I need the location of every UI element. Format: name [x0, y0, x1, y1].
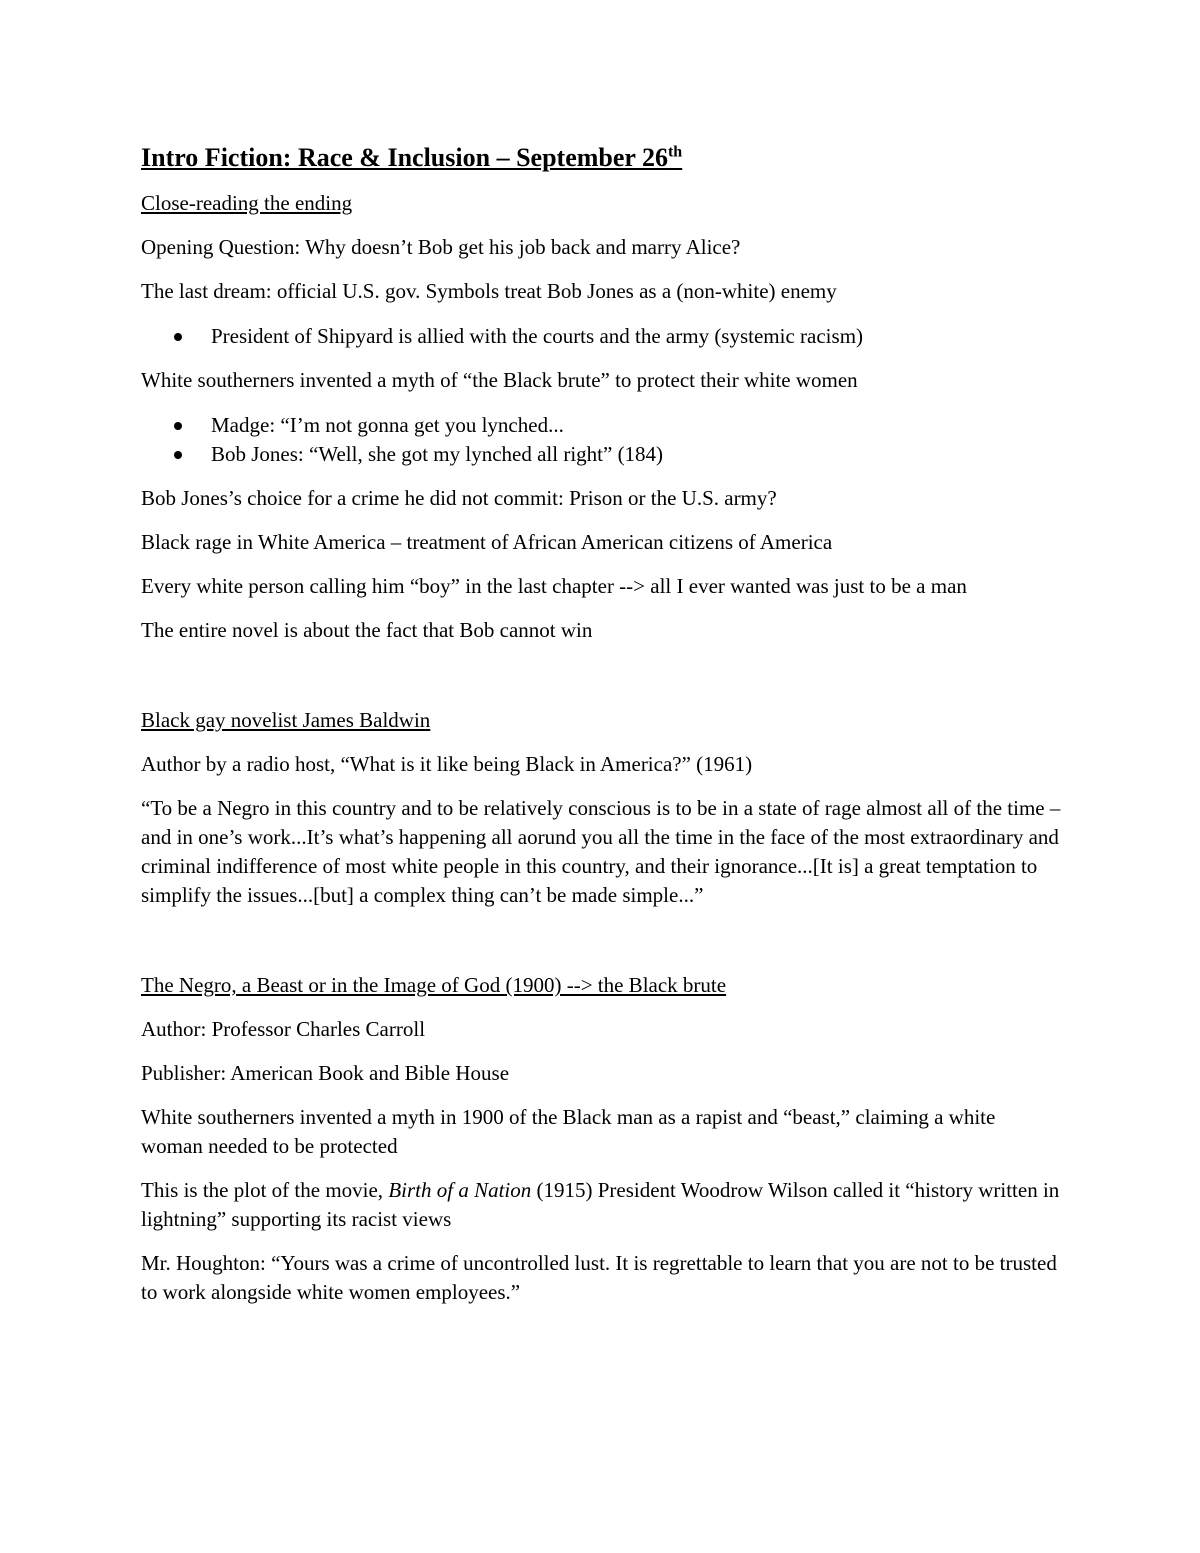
- paragraph-houghton-quote: Mr. Houghton: “Yours was a crime of uncontrolled lust. It is regrettable to learn that you are not to be trusted to work alongside white women employees.”: [141, 1251, 1057, 1304]
- list-item-text: President of Shipyard is allied with the courts and the army (systemic racism): [211, 324, 864, 348]
- paragraph-opening-question: Opening Question: Why doesn’t Bob get his job back and marry Alice?: [141, 235, 741, 259]
- paragraph-choice: Bob Jones’s choice for a crime he did not commit: Prison or the U.S. army?: [141, 486, 777, 510]
- paragraph-cannot-win: The entire novel is about the fact that Bob cannot win: [141, 618, 593, 642]
- list-item-text: Bob Jones: “Well, she got my lynched all right” (184): [211, 442, 664, 466]
- text-span: This is the plot of the movie,: [141, 1178, 389, 1202]
- text-span: (1915) President Woodrow Wilson called it “history written in lightning” supporting its racist views: [141, 1178, 1060, 1231]
- section-heading-baldwin: Black gay novelist James Baldwin: [141, 708, 431, 732]
- title-superscript: th: [667, 143, 683, 161]
- bullet-icon: [174, 422, 182, 430]
- title-text: Intro Fiction: Race & Inclusion – September 26: [141, 143, 668, 172]
- list-item: [211, 322, 1061, 351]
- bullet-list-shipyard: [141, 322, 1061, 351]
- paragraph-publisher: Publisher: American Book and Bible House: [141, 1061, 510, 1085]
- paragraph-myth-1900: White southerners invented a myth in 1900 of the Black man as a rapist and “beast,” claiming a white woman needed to be protected: [141, 1105, 996, 1158]
- paragraph-boy: Every white person calling him “boy” in the last chapter --> all I ever wanted was just to be a man: [141, 574, 967, 598]
- document-title: [141, 138, 1061, 178]
- section-heading-negro-beast: The Negro, a Beast or in the Image of God (1900) --> the Black brute: [141, 973, 727, 997]
- bullet-icon: [174, 333, 182, 341]
- movie-title: Birth of a Nation: [388, 1178, 532, 1202]
- spacer: [141, 925, 1061, 971]
- paragraph-baldwin-quote: “To be a Negro in this country and to be relatively conscious is to be in a state of rage almost all of the time – and in one’s work...It’s what’s happening all aorund you all the time in the face of the most extraordinary and criminal indifference of most white people in this country, and their ignorance...[It is] a great temptation to simplify the issues...[but] a complex thing can’t be made simple...”: [141, 796, 1061, 907]
- paragraph-last-dream: The last dream: official U.S. gov. Symbols treat Bob Jones as a (non-white) enemy: [141, 279, 837, 303]
- list-item: [211, 440, 1061, 469]
- paragraph-author-carroll: Author: Professor Charles Carroll: [141, 1017, 426, 1041]
- spacer: [141, 660, 1061, 706]
- section-heading-close-reading: Close-reading the ending: [141, 191, 353, 215]
- paragraph-black-brute-myth: White southerners invented a myth of “the Black brute” to protect their white women: [141, 368, 858, 392]
- paragraph-radio-host: Author by a radio host, “What is it like being Black in America?” (1961): [141, 752, 753, 776]
- list-item: [211, 411, 1061, 440]
- list-item-text: Madge: “I’m not gonna get you lynched...: [211, 413, 564, 437]
- paragraph-black-rage: Black rage in White America – treatment of African American citizens of America: [141, 530, 833, 554]
- bullet-icon: [174, 451, 182, 459]
- document-page: [141, 138, 1061, 1322]
- paragraph-birth-of-a-nation: [141, 1176, 1061, 1234]
- bullet-list-madge: [141, 411, 1061, 469]
